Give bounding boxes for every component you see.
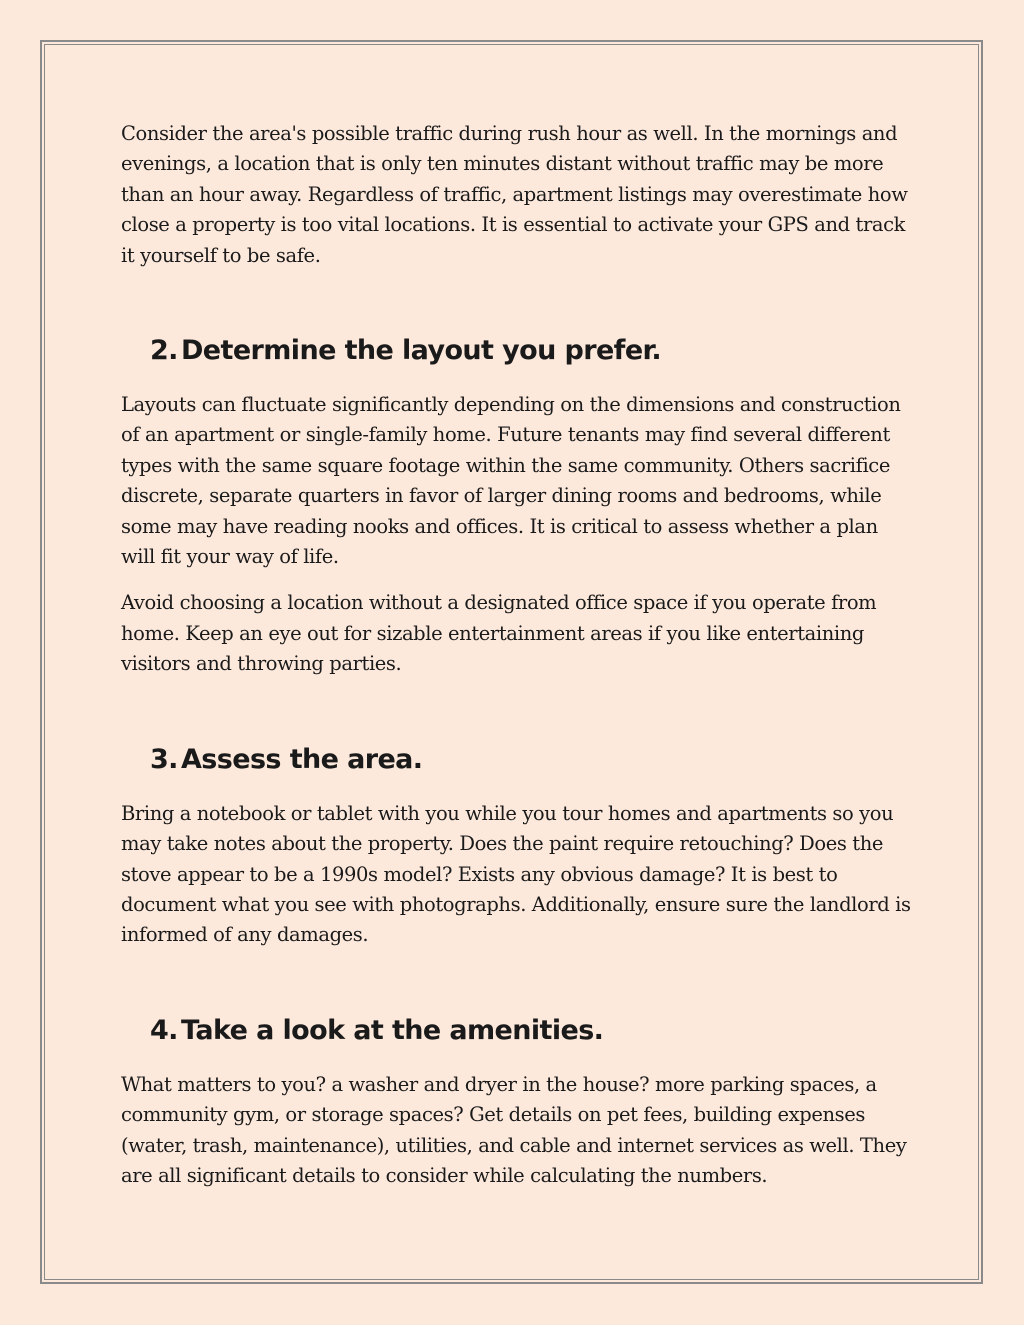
section-heading-amenities xyxy=(121,1013,911,1049)
section-number: 4. xyxy=(150,1014,178,1046)
section-title: Take a look at the amenities. xyxy=(181,1014,604,1046)
intro-paragraph: Consider the area's possible traffic during rush hour as well. In the mornings and evenings, a location that is only ten minutes distant without traffic may be more than an hour away. Regardless of traffic, apartment listings may overestimate how close a property is too vital locations. It is essential to activate your GPS and track it yourself to be safe. xyxy=(121,122,908,267)
amenities-paragraph-1: What matters to you? a washer and dryer in the house? more parking spaces, a community gym, or storage spaces? Get details on pet fees, building expenses (water, trash, maintenance), utilities, and cable and internet services as well. They are all significant details to consider while calculating the numbers. xyxy=(121,1072,907,1187)
section-title: Determine the layout you prefer. xyxy=(181,335,662,367)
area-paragraph-1: Bring a notebook or tablet with you while you tour homes and apartments so you may take notes about the property. Does the paint require retouching? Does the stove appear to be a 1990s model? Exists any obvious damage? It is best to document what you see with photographs. Additionally, ensure sure the landlord is informed of any damages. xyxy=(121,801,911,947)
document-body xyxy=(121,119,911,1191)
layout-paragraph-1: Layouts can fluctuate significantly depending on the dimensions and construction of an apartment or single-family home. Future tenants may find several different types with the same square footage within the same community. Others sacrifice discrete, separate quarters in favor of larger dining rooms and bedrooms, while some may have reading nooks and offices. It is critical to assess whether a plan will fit your way of life. xyxy=(121,393,901,569)
section-heading-area xyxy=(121,742,911,778)
section-number: 2. xyxy=(150,335,178,367)
section-heading-layout xyxy=(121,333,911,369)
layout-paragraph-2: Avoid choosing a location without a designated office space if you operate from home. Keep an eye out for sizable entertainment areas if you like entertaining visitors and throwing parties. xyxy=(121,591,877,676)
section-title: Assess the area. xyxy=(181,743,423,775)
section-number: 3. xyxy=(150,743,178,775)
